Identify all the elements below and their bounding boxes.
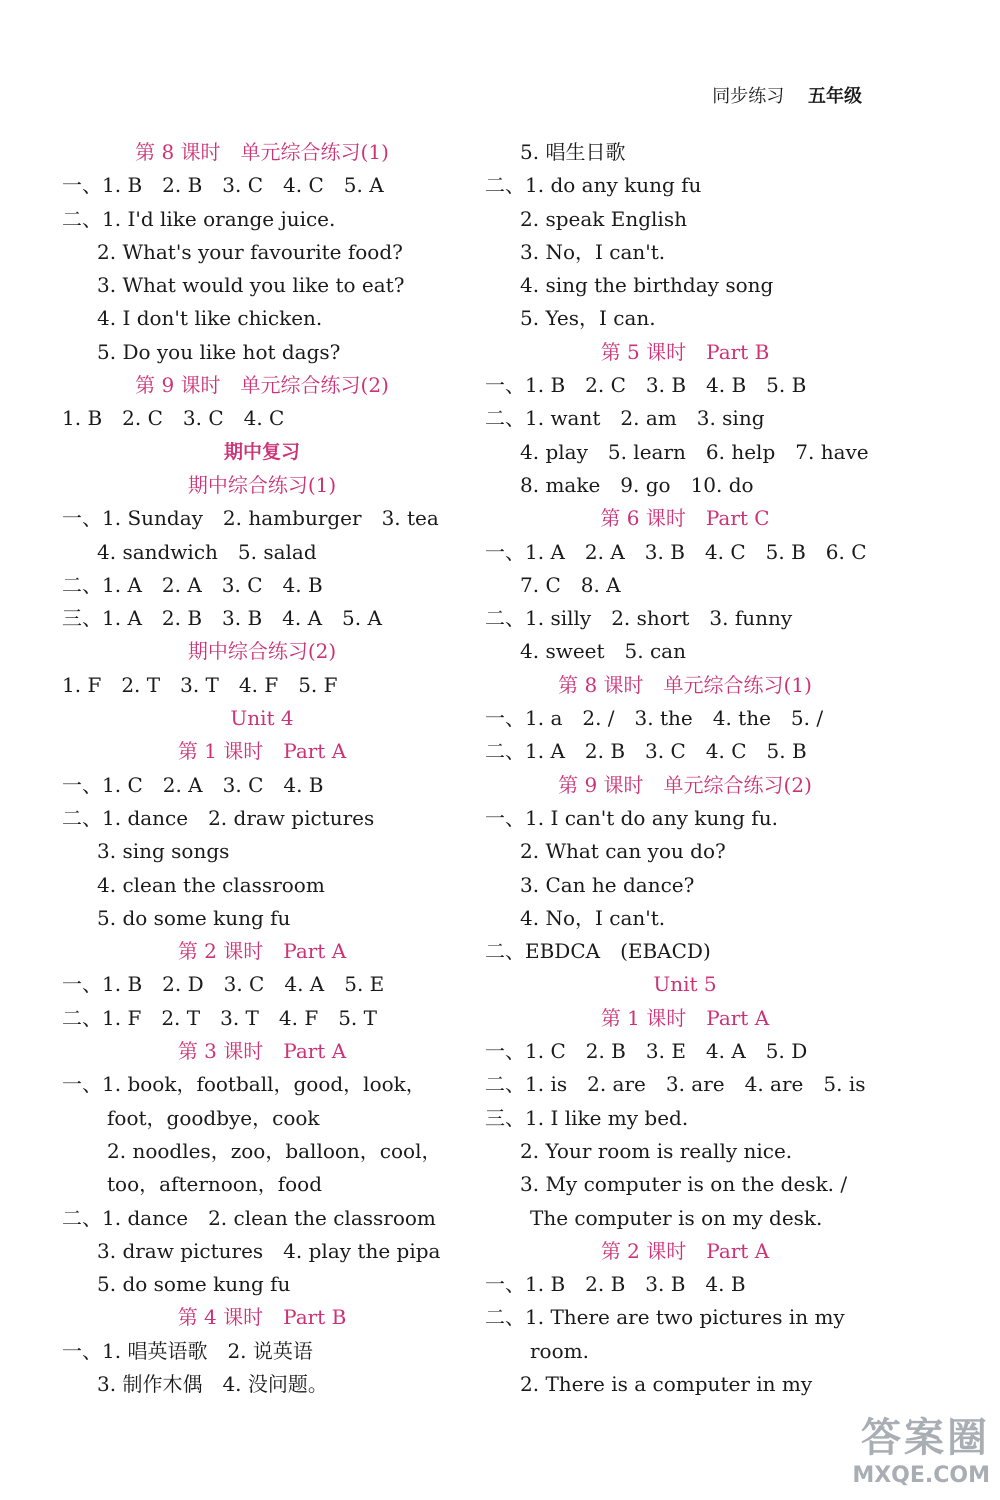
answer-line: 2. What's your favourite food?	[97, 239, 403, 264]
section-title: 第 9 课时 单元综合练习(2)	[135, 373, 389, 398]
section-title: 第 4 课时 Part B	[177, 1305, 347, 1330]
answer-line: 二、1. A 2. B 3. C 4. C 5. B	[485, 739, 807, 764]
answer-line: 2. speak English	[520, 206, 687, 231]
answer-line: 一、1. C 2. A 3. C 4. B	[62, 772, 324, 797]
answer-line: 三、1. I like my bed.	[485, 1105, 689, 1130]
section-title: 第 1 课时 Part A	[600, 1005, 770, 1030]
answer-line: foot，goodbye，cook	[107, 1105, 320, 1130]
answer-line: 3. sing songs	[97, 839, 230, 864]
watermark-logo-text: 答案圈	[861, 1415, 990, 1461]
answer-line: 二、1. is 2. are 3. are 4. are 5. is	[485, 1072, 866, 1097]
section-title: 期中综合练习(1)	[187, 472, 337, 497]
answer-line: 二、1. dance 2. draw pictures	[62, 805, 375, 830]
section-title: 第 3 课时 Part A	[177, 1039, 347, 1064]
answer-line: 一、1. B 2. D 3. C 4. A 5. E	[62, 972, 385, 997]
answer-line: 3. No，I can't.	[520, 239, 666, 264]
answer-line: 一、1. B 2. B 3. B 4. B	[485, 1272, 746, 1297]
answer-line: 二、1. want 2. am 3. sing	[485, 406, 765, 431]
right-column	[485, 136, 885, 1401]
answer-line: 5. do some kung fu	[97, 1272, 291, 1297]
answer-line: 4. clean the classroom	[97, 872, 325, 897]
answer-line: 3. Can he dance?	[520, 872, 695, 897]
answer-line: 4. sing the birthday song	[520, 273, 774, 298]
answer-line: 3. My computer is on the desk. /	[520, 1172, 848, 1197]
answer-line: 5. do some kung fu	[97, 905, 291, 930]
answer-line: 一、1. C 2. B 3. E 4. A 5. D	[485, 1039, 808, 1064]
left-column	[62, 136, 462, 1401]
answer-line: 8. make 9. go 10. do	[520, 472, 754, 497]
answer-line: 3. 制作木偶 4. 没问题。	[97, 1371, 328, 1396]
section-title: 第 8 课时 单元综合练习(1)	[558, 672, 812, 697]
answer-line: 二、1. dance 2. clean the classroom	[62, 1205, 436, 1230]
answer-line: 一、1. B 2. B 3. C 4. C 5. A	[62, 173, 384, 198]
section-title: 第 1 课时 Part A	[177, 739, 347, 764]
answer-line: 一、1. 唱英语歌 2. 说英语	[62, 1338, 313, 1363]
answer-line: 2. What can you do?	[520, 839, 726, 864]
watermark	[852, 1406, 990, 1488]
section-title: 第 9 课时 单元综合练习(2)	[558, 772, 812, 797]
section-title: 第 8 课时 单元综合练习(1)	[135, 140, 389, 164]
answer-line: 4. I don't like chicken.	[97, 306, 323, 331]
answer-line: 一、1. Sunday 2. hamburger 3. tea	[62, 506, 439, 531]
section-title: Unit 4	[230, 706, 294, 731]
section-title: 第 2 课时 Part A	[600, 1238, 770, 1263]
answer-line: 2. There is a computer in my	[520, 1371, 813, 1396]
section-title: 期中综合练习(2)	[187, 639, 337, 664]
answer-line: 二、1. silly 2. short 3. funny	[485, 606, 793, 631]
answer-line: 二、1. do any kung fu	[485, 173, 702, 198]
answer-line: 二、1. There are two pictures in my	[485, 1305, 845, 1330]
answer-line: 三、1. A 2. B 3. B 4. A 5. A	[62, 606, 382, 631]
answer-line: 二、1. I'd like orange juice.	[62, 206, 336, 231]
answer-line: 5. 唱生日歌	[520, 140, 626, 164]
answer-line: 一、1. B 2. C 3. B 4. B 5. B	[485, 373, 807, 398]
header-grade: 五年级	[808, 86, 862, 107]
answer-line: 3. What would you like to eat?	[97, 273, 405, 298]
section-title: 第 6 课时 Part C	[600, 506, 770, 531]
section-title: 第 2 课时 Part A	[177, 939, 347, 964]
section-title: Unit 5	[653, 972, 717, 997]
answer-line: 4. sandwich 5. salad	[97, 539, 317, 564]
answer-line: 一、1. a 2. / 3. the 4. the 5. /	[485, 706, 824, 731]
answer-line: 一、1. book，football，good，look，	[62, 1072, 426, 1097]
answer-line: 5. Do you like hot dags?	[97, 339, 341, 364]
answer-line: 1. B 2. C 3. C 4. C	[62, 406, 285, 431]
answer-line: 二、1. F 2. T 3. T 4. F 5. T	[62, 1005, 377, 1030]
answer-line: 3. draw pictures 4. play the pipa	[97, 1238, 441, 1263]
answer-line: 二、1. A 2. A 3. C 4. B	[62, 572, 323, 597]
answer-line: 2. noodles，zoo，balloon，cool，	[107, 1138, 442, 1163]
section-title: 第 5 课时 Part B	[600, 339, 770, 364]
header-subject: 同步练习	[712, 86, 785, 107]
watermark-url: MXQE.COM	[852, 1463, 990, 1488]
answer-line: room.	[530, 1338, 589, 1363]
answer-line: 4. play 5. learn 6. help 7. have	[520, 439, 869, 464]
answer-line: 4. No，I can't.	[520, 905, 666, 930]
answer-line: 7. C 8. A	[520, 572, 621, 597]
answer-line: 一、1. I can't do any kung fu.	[485, 805, 778, 830]
answer-line: 5. Yes，I can.	[520, 306, 656, 331]
answer-line: 4. sweet 5. can	[520, 639, 686, 664]
answer-line: The computer is on my desk.	[530, 1205, 823, 1230]
answer-line: 二、EBDCA (EBACD)	[485, 939, 711, 964]
page-header	[712, 82, 862, 108]
section-title: 期中复习	[223, 440, 300, 463]
answer-line: 一、1. A 2. A 3. B 4. C 5. B 6. C	[485, 539, 867, 564]
answer-line: 2. Your room is really nice.	[520, 1138, 793, 1163]
answer-line: too，afternoon，food	[107, 1172, 323, 1197]
answer-line: 1. F 2. T 3. T 4. F 5. F	[62, 672, 338, 697]
